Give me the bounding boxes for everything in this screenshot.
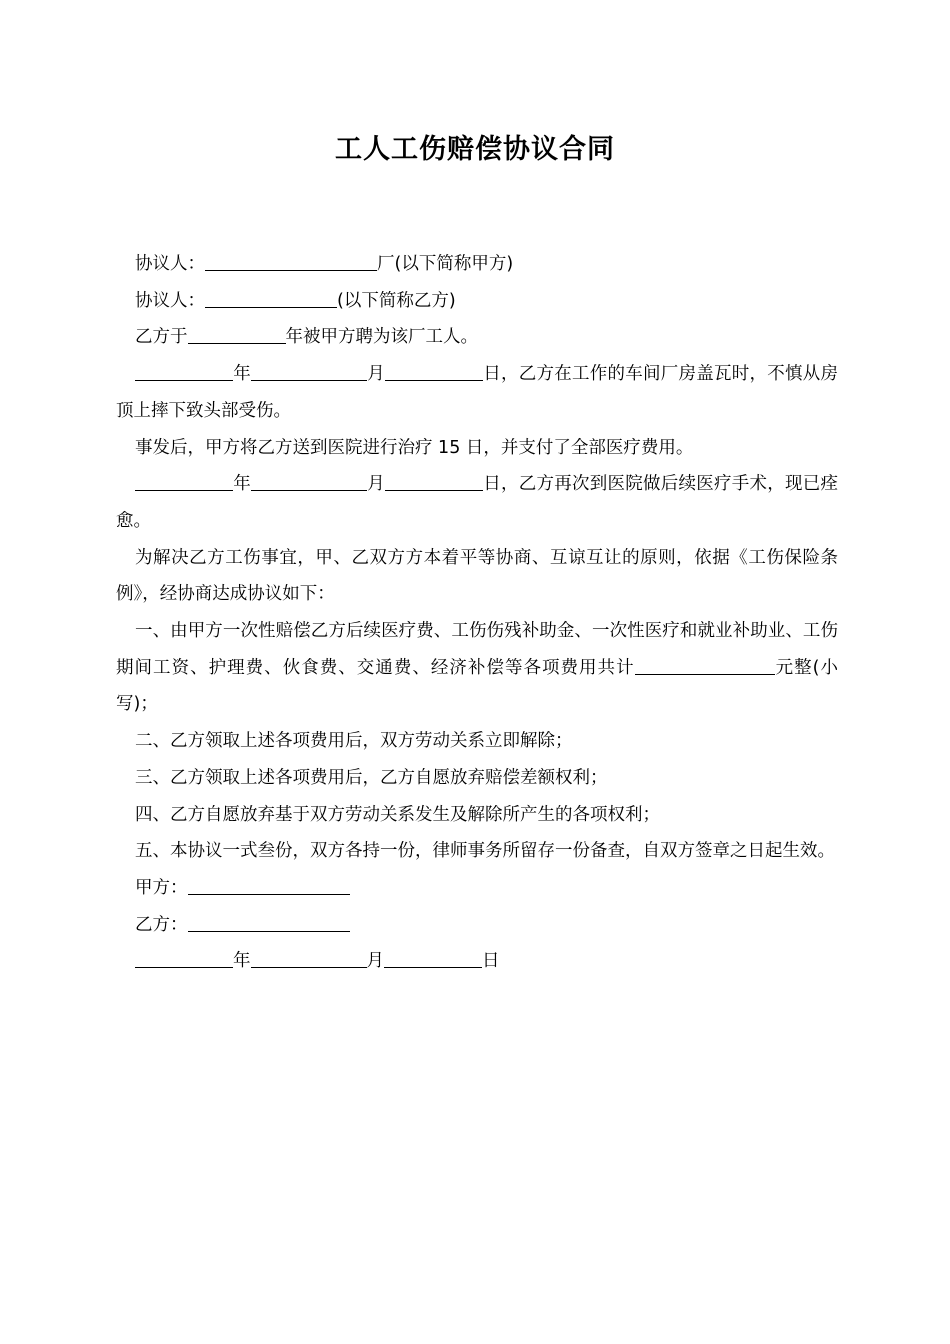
sign-b-line — [116, 907, 838, 944]
surgery-year-label: 年 — [233, 474, 251, 495]
sign-year-blank[interactable] — [135, 949, 233, 968]
clause-2: 二、乙方领取上述各项费用后，双方劳动关系立即解除； — [135, 731, 573, 752]
sign-a-line — [116, 870, 838, 907]
surgery-month-blank[interactable] — [251, 472, 367, 491]
injury-day-label: 日 — [483, 364, 501, 385]
sign-day-label: 日 — [482, 951, 500, 972]
surgery-line — [116, 466, 838, 539]
injury-line — [116, 356, 838, 429]
clause-1-text: 一、由甲方一次性赔偿乙方后续医疗费、工伤伤残补助金、一次性医疗和就业补助业、工伤期间工资、护理费、伙食费、交通费、经济补偿等各项费用共计 — [116, 621, 838, 678]
sign-b-blank[interactable] — [188, 912, 350, 931]
party-a-blank[interactable] — [205, 252, 377, 271]
purpose-line: 为解决乙方工伤事宜，甲、乙双方方本着平等协商、互谅互让的原则，依据《工伤保险条例》，经协商达成协议如下： — [116, 547, 838, 605]
clause-3: 三、乙方领取上述各项费用后，乙方自愿放弃赔偿差额权利； — [135, 767, 608, 788]
hire-suffix: 年被甲方聘为该厂工人。 — [285, 327, 478, 348]
party-b-blank[interactable] — [205, 288, 337, 307]
clause-1-amount-blank-cont[interactable] — [739, 655, 775, 674]
clause-4: 四、乙方自愿放弃基于双方劳动关系发生及解除所产生的各项权利； — [135, 804, 660, 825]
party-a-label: 协议人： — [135, 254, 205, 274]
sign-month-blank[interactable] — [251, 949, 367, 968]
hire-prefix: 乙方于 — [135, 327, 188, 348]
party-b-label: 协议人： — [135, 290, 205, 311]
clause-1-suffix: 元整(小写)； — [116, 657, 839, 715]
sign-day-blank[interactable] — [384, 949, 482, 968]
party-a-line — [116, 246, 838, 283]
party-b-suffix: (以下简称乙方) — [337, 290, 456, 311]
treatment-line: 事发后，甲方将乙方送到医院进行治疗 15 日，并支付了全部医疗费用。 — [135, 437, 694, 458]
hire-line — [116, 319, 838, 356]
injury-day-blank[interactable] — [385, 362, 483, 381]
party-b-line — [116, 283, 838, 320]
hire-year-blank[interactable] — [188, 325, 286, 344]
sign-a-label: 甲方： — [135, 877, 188, 898]
document-body — [116, 246, 838, 980]
injury-year-blank[interactable] — [135, 362, 233, 381]
sign-date-line — [116, 943, 838, 980]
surgery-day-blank[interactable] — [385, 472, 483, 491]
injury-text: ，乙方在工作的车间厂房盖瓦时，不慎从房顶上摔下致头部受伤。 — [116, 364, 838, 421]
surgery-day-label: 日 — [483, 474, 501, 495]
clause-1-amount-blank[interactable] — [635, 655, 739, 674]
document-title: 工人工伤赔偿协议合同 — [335, 134, 615, 165]
sign-month-label: 月 — [366, 951, 384, 972]
sign-a-blank[interactable] — [188, 876, 350, 895]
clause-5: 五、本协议一式叁份，双方各持一份，律师事务所留存一份备查，自双方签章之日起生效。 — [135, 841, 835, 862]
injury-year-label: 年 — [233, 364, 251, 385]
sign-year-label: 年 — [233, 951, 251, 972]
clause-1 — [116, 613, 838, 723]
injury-month-label: 月 — [367, 364, 385, 385]
injury-month-blank[interactable] — [251, 362, 367, 381]
party-a-suffix: 厂(以下简称甲方) — [377, 254, 514, 274]
sign-b-label: 乙方： — [135, 914, 188, 935]
surgery-year-blank[interactable] — [135, 472, 233, 491]
surgery-text: ，乙方再次到医院做后续医疗手术，现已痊愈。 — [116, 474, 838, 531]
surgery-month-label: 月 — [367, 474, 385, 495]
